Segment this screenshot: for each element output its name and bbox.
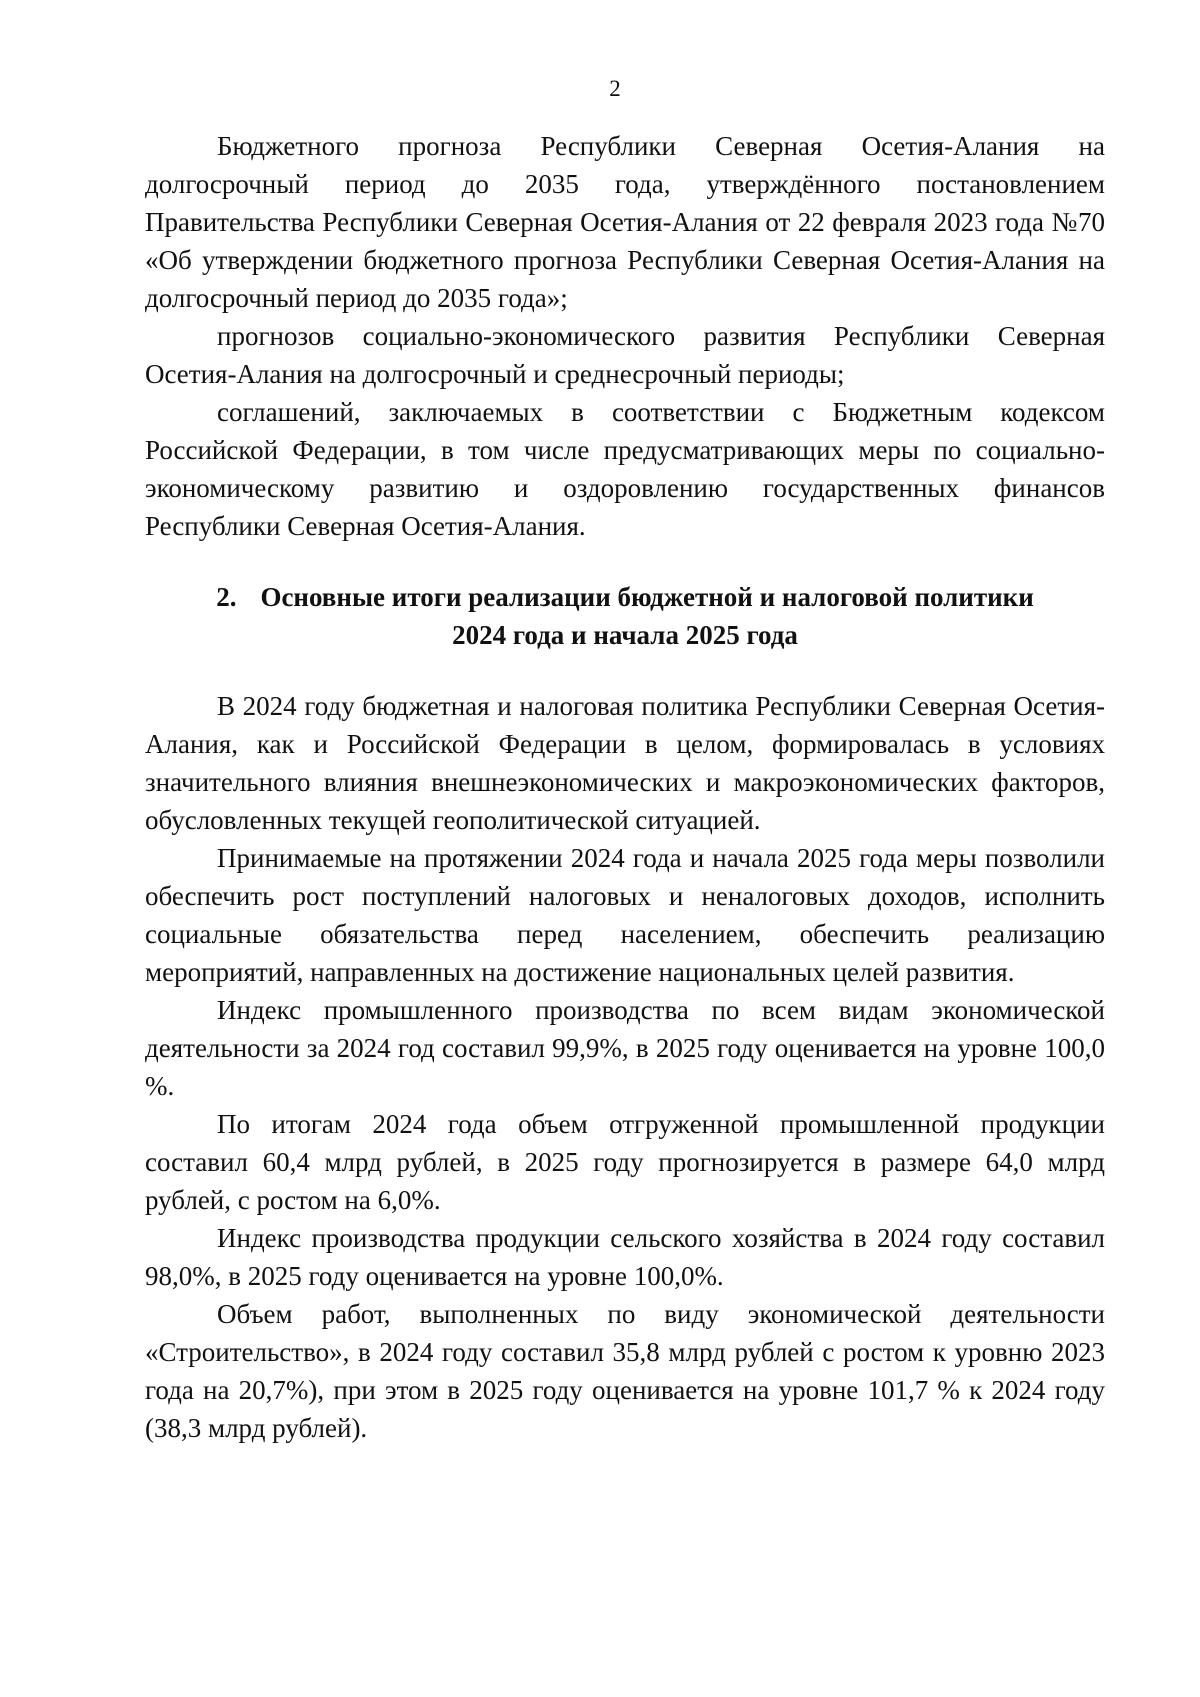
- section-heading-block: [145, 578, 1105, 654]
- paragraph-policy-context: В 2024 году бюджетная и налоговая политика Республики Северная Осетия-Алания, как и Российской Федерации в целом, формировалась в условиях значительного влияния внешнеэкономических и макроэкономических факторов, обусловленных текущей геополитической ситуацией.: [145, 691, 1105, 835]
- paragraph-budget-forecast: Бюджетного прогноза Республики Северная Осетия-Алания на долгосрочный период до 2035 года, утверждённого постановлением Правительства Республики Северная Осетия-Алания от 22 февраля 2023 года №70 «Об утверждении бюджетного прогноза Республики Северная Осетия-Алания на долгосрочный период до 2035 года»;: [145, 131, 1105, 313]
- section-number: 2.: [216, 582, 237, 612]
- section-title: [145, 578, 1105, 654]
- intro-list-block: [145, 127, 1105, 545]
- paragraph-agreements: соглашений, заключаемых в соответствии с Бюджетным кодексом Российской Федерации, в том числе предусматривающих меры по социально-экономическому развитию и оздоровлению государственных финансов Республики Северная Осетия-Алания.: [145, 397, 1105, 541]
- section-title-line2: 2024 года и начала 2025 года: [452, 620, 798, 650]
- section-body-block: [145, 687, 1105, 1447]
- paragraph-agriculture-index: Индекс производства продукции сельского хозяйства в 2024 году составил 98,0%, в 2025 году оценивается на уровне 100,0%.: [145, 1223, 1105, 1291]
- paragraph-socioeconomic-forecasts: прогнозов социально-экономического развития Республики Северная Осетия-Алания на долгосрочный и среднесрочный периоды;: [145, 321, 1105, 389]
- paragraph-industrial-index: Индекс промышленного производства по всем видам экономической деятельности за 2024 год составил 99,9%, в 2025 году оценивается на уровне 100,0 %.: [145, 995, 1105, 1101]
- paragraph-measures: Принимаемые на протяжении 2024 года и начала 2025 года меры позволили обеспечить рост поступлений налоговых и неналоговых доходов, исполнить социальные обязательства перед населением, обеспечить реализацию мероприятий, направленных на достижение национальных целей развития.: [145, 843, 1105, 987]
- section-title-line1: Основные итоги реализации бюджетной и налоговой политики: [260, 582, 1034, 612]
- page-number: 2: [609, 76, 621, 101]
- paragraph-industrial-shipments: По итогам 2024 года объем отгруженной промышленной продукции составил 60,4 млрд рублей, в 2025 году прогнозируется в размере 64,0 млрд рублей, с ростом на 6,0%.: [145, 1109, 1105, 1215]
- paragraph-construction: Объем работ, выполненных по виду экономической деятельности «Строительство», в 2024 году составил 35,8 млрд рублей с ростом к уровню 2023 года на 20,7%), при этом в 2025 году оценивается на уровне 101,7 % к 2024 году (38,3 млрд рублей).: [145, 1299, 1105, 1443]
